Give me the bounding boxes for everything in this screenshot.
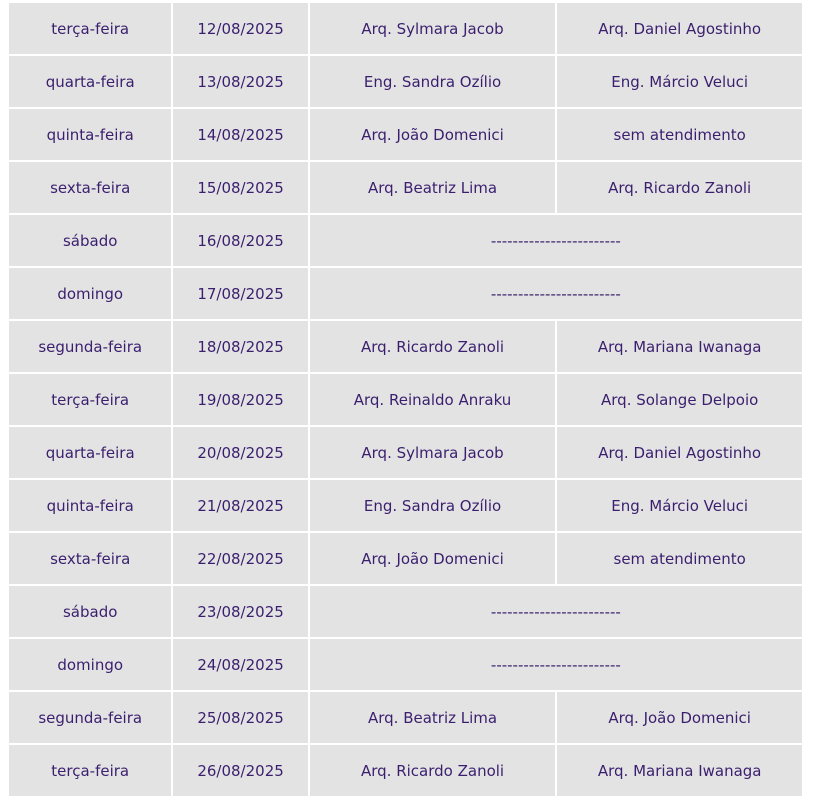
table-row [9, 162, 802, 213]
attendant-1-cell: Arq. Reinaldo Anraku [310, 374, 556, 425]
weekday-cell: domingo [9, 639, 171, 690]
attendant-1-cell: Arq. Beatriz Lima [310, 162, 556, 213]
attendant-2-cell: Arq. Mariana Iwanaga [557, 745, 802, 796]
weekday-cell: terça-feira [9, 3, 171, 54]
weekday-cell: quinta-feira [9, 109, 171, 160]
attendant-1-cell: Eng. Sandra Ozílio [310, 56, 556, 107]
table-row [9, 692, 802, 743]
date-cell: 13/08/2025 [173, 56, 307, 107]
table-row [9, 109, 802, 160]
table-row [9, 374, 802, 425]
weekday-cell: quarta-feira [9, 56, 171, 107]
no-service-cell: ------------------------ [310, 639, 802, 690]
attendant-1-cell: Arq. João Domenici [310, 533, 556, 584]
date-cell: 14/08/2025 [173, 109, 307, 160]
no-service-cell: ------------------------ [310, 586, 802, 637]
date-cell: 20/08/2025 [173, 427, 307, 478]
weekday-cell: sábado [9, 586, 171, 637]
weekday-cell: quinta-feira [9, 480, 171, 531]
weekday-cell: terça-feira [9, 374, 171, 425]
table-row [9, 321, 802, 372]
table-row [9, 215, 802, 266]
attendant-2-cell: Arq. Daniel Agostinho [557, 427, 802, 478]
table-row [9, 480, 802, 531]
weekday-cell: segunda-feira [9, 321, 171, 372]
weekday-cell: terça-feira [9, 745, 171, 796]
table-row [9, 427, 802, 478]
weekday-cell: domingo [9, 268, 171, 319]
date-cell: 16/08/2025 [173, 215, 307, 266]
date-cell: 25/08/2025 [173, 692, 307, 743]
weekday-cell: sábado [9, 215, 171, 266]
no-service-cell: ------------------------ [310, 215, 802, 266]
weekday-cell: quarta-feira [9, 427, 171, 478]
attendant-1-cell: Arq. Beatriz Lima [310, 692, 556, 743]
attendant-1-cell: Arq. Ricardo Zanoli [310, 745, 556, 796]
table-row [9, 745, 802, 796]
date-cell: 19/08/2025 [173, 374, 307, 425]
attendant-2-cell: sem atendimento [557, 533, 802, 584]
weekday-cell: sexta-feira [9, 162, 171, 213]
attendant-1-cell: Eng. Sandra Ozílio [310, 480, 556, 531]
attendant-1-cell: Arq. Ricardo Zanoli [310, 321, 556, 372]
attendant-2-cell: sem atendimento [557, 109, 802, 160]
no-service-cell: ------------------------ [310, 268, 802, 319]
date-cell: 21/08/2025 [173, 480, 307, 531]
attendant-2-cell: Arq. Solange Delpoio [557, 374, 802, 425]
attendant-2-cell: Arq. Mariana Iwanaga [557, 321, 802, 372]
attendant-1-cell: Arq. Sylmara Jacob [310, 3, 556, 54]
table-row [9, 533, 802, 584]
attendant-2-cell: Eng. Márcio Veluci [557, 480, 802, 531]
attendant-2-cell: Arq. Ricardo Zanoli [557, 162, 802, 213]
date-cell: 12/08/2025 [173, 3, 307, 54]
table-row [9, 639, 802, 690]
attendant-2-cell: Arq. João Domenici [557, 692, 802, 743]
attendant-1-cell: Arq. João Domenici [310, 109, 556, 160]
date-cell: 24/08/2025 [173, 639, 307, 690]
schedule-body [9, 3, 802, 796]
table-row [9, 3, 802, 54]
table-row [9, 268, 802, 319]
weekday-cell: sexta-feira [9, 533, 171, 584]
attendant-1-cell: Arq. Sylmara Jacob [310, 427, 556, 478]
date-cell: 18/08/2025 [173, 321, 307, 372]
table-row [9, 56, 802, 107]
attendant-2-cell: Arq. Daniel Agostinho [557, 3, 802, 54]
table-row [9, 586, 802, 637]
date-cell: 23/08/2025 [173, 586, 307, 637]
weekday-cell: segunda-feira [9, 692, 171, 743]
attendant-2-cell: Eng. Márcio Veluci [557, 56, 802, 107]
date-cell: 17/08/2025 [173, 268, 307, 319]
date-cell: 26/08/2025 [173, 745, 307, 796]
date-cell: 15/08/2025 [173, 162, 307, 213]
schedule-table [7, 1, 804, 798]
date-cell: 22/08/2025 [173, 533, 307, 584]
